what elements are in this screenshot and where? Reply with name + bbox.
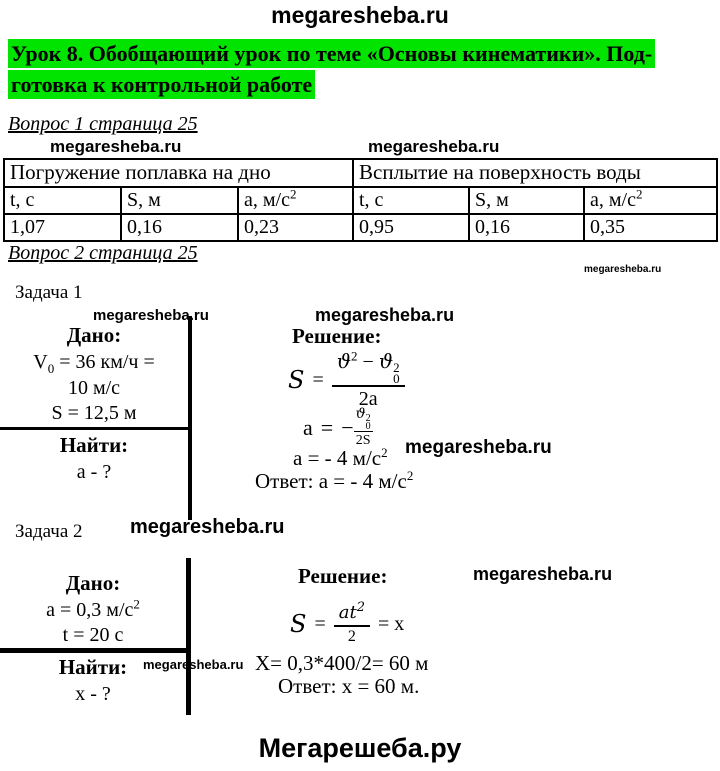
theta-sub-sup <box>366 414 371 430</box>
task1-solution-title: Решение: <box>292 324 382 348</box>
column-header-cell <box>4 187 121 214</box>
group-header-surfacing: Всплытие на поверхность воды <box>353 159 717 187</box>
watermark-task2-label: megaresheba.ru <box>130 516 285 538</box>
task1-find-title: Найти: <box>59 433 129 457</box>
result-text: a = - 4 м/с <box>293 446 382 470</box>
velocity-symbol: V <box>33 351 48 373</box>
column-header-label: t, с <box>10 188 35 211</box>
watermark-task1-given: megaresheba.ru <box>93 307 209 324</box>
value-cell: 0,35 <box>584 214 717 241</box>
minus-sign: − <box>341 414 354 440</box>
task1-divider-rule <box>0 427 188 430</box>
formula-lhs: S <box>290 610 307 638</box>
task1-find-value: a - ? <box>76 461 112 483</box>
table-column-header-row <box>4 187 717 214</box>
result-sup: 2 <box>381 445 388 460</box>
column-header-label: S, м <box>127 188 161 211</box>
task1-label: Задача 1 <box>15 282 83 303</box>
fraction-numerator <box>332 349 405 387</box>
equals-sign: = <box>320 414 334 440</box>
task2-label: Задача 2 <box>15 521 83 542</box>
fraction <box>334 602 370 646</box>
watermark-task2-solution: megaresheba.ru <box>473 564 613 584</box>
theta-exponent: 2 <box>365 413 371 424</box>
column-header-label: а, м/с <box>590 188 636 211</box>
column-header-cell <box>584 187 717 214</box>
fraction-denominator: 2 <box>347 628 356 645</box>
velocity-subscript: 0 <box>47 361 55 376</box>
column-header-cell <box>238 187 353 214</box>
theta-subscript: 0 <box>365 421 371 432</box>
task2-calc-line: X= 0,3*400/2= 60 м <box>255 651 429 675</box>
velocity-value: = 36 км/ч = <box>54 351 155 373</box>
theta-exponent: 2 <box>351 348 358 364</box>
lesson-title <box>8 39 655 99</box>
column-header-label: S, м <box>475 188 509 211</box>
equals-sign: = <box>312 368 324 391</box>
watermark-task2-find: megaresheba.ru <box>143 657 244 672</box>
footer-site-title: Мегарешеба.ру <box>258 733 462 763</box>
task2-given-line1 <box>0 597 186 623</box>
theta-symbol: ϑ <box>355 406 366 422</box>
fraction-numerator <box>334 602 370 627</box>
table-group-header-row <box>4 159 717 187</box>
task2-formula-s <box>290 602 404 646</box>
lesson-title-row1 <box>8 39 655 68</box>
theta-subscript: 0 <box>393 371 400 386</box>
theta-exponent: 2 <box>393 360 400 375</box>
value-cell: 0,16 <box>121 214 238 241</box>
watermark-table-left: megaresheba.ru <box>50 137 182 156</box>
column-header-cell <box>469 187 584 214</box>
column-header-label: а, м/с <box>244 188 290 211</box>
formula-rhs: = x <box>377 612 405 635</box>
column-header-sup: 2 <box>635 187 643 201</box>
question-1-heading: Вопрос 1 страница 25 <box>8 113 198 135</box>
fraction-denominator: 2a <box>358 388 378 410</box>
task1-given-line1 <box>0 349 188 375</box>
group-header-sinking: Погружение поплавка на дно <box>4 159 353 187</box>
value-cell: 0,95 <box>353 214 469 241</box>
value-cell: 0,23 <box>238 214 353 241</box>
lesson-title-line2: готовка к контрольной работе <box>8 70 315 99</box>
table-value-row <box>4 214 717 241</box>
task2-given-title: Дано: <box>65 571 121 595</box>
task1-result-line <box>293 446 388 471</box>
minus-sign: − <box>357 351 379 373</box>
numerator-sup: 2 <box>356 600 365 615</box>
task1-given-title: Дано: <box>66 323 122 347</box>
equals-sign: = <box>314 612 326 635</box>
task2-answer-line: Ответ: x = 60 м. <box>278 674 420 698</box>
watermark-task1-solution: megaresheba.ru <box>315 305 455 325</box>
column-header-label: t, с <box>359 188 384 211</box>
column-header-sup: 2 <box>289 187 297 201</box>
task2-given-line2: t = 20 с <box>62 624 124 646</box>
task1-formula-a <box>303 406 373 449</box>
task1-given-box <box>0 316 192 520</box>
fraction <box>332 349 405 411</box>
acceleration-value: a = 0,3 м/с <box>46 599 134 621</box>
task1-given-line3: S = 12,5 м <box>51 402 137 424</box>
watermark-tiny: megaresheba.ru <box>584 264 662 275</box>
value-cell: 0,16 <box>469 214 584 241</box>
value-cell: 1,07 <box>4 214 121 241</box>
answer-text: Ответ: a = - 4 м/с <box>255 469 407 493</box>
watermark-task1-mid: megaresheba.ru <box>405 437 552 458</box>
task1-formula-s <box>288 349 405 411</box>
kinematics-table <box>3 158 718 242</box>
numerator-text: at <box>338 602 357 623</box>
theta-symbol: ϑ <box>378 349 394 373</box>
task2-solution-title: Решение: <box>298 564 388 588</box>
theta-symbol: ϑ <box>336 349 352 373</box>
task2-given-box <box>0 558 191 715</box>
question-2-heading: Вопрос 2 страница 25 <box>8 242 198 264</box>
fraction-denominator: 2S <box>355 433 371 448</box>
formula-lhs: a <box>303 414 313 440</box>
acceleration-sup: 2 <box>133 596 140 612</box>
lesson-title-row2 <box>8 70 655 99</box>
theta-sub-sup <box>393 360 400 386</box>
task2-find-title: Найти: <box>58 655 128 679</box>
watermark-table-right: megaresheba.ru <box>368 137 500 156</box>
column-header-cell <box>121 187 238 214</box>
formula-lhs: S <box>288 366 305 394</box>
fraction-numerator <box>354 406 373 432</box>
lesson-title-line1: Урок 8. Обобщающий урок по теме «Основы кинематики». Под- <box>8 39 655 68</box>
fraction <box>354 406 373 449</box>
answer-sup: 2 <box>406 468 414 483</box>
task1-answer-line <box>255 469 413 494</box>
site-header-watermark: megaresheba.ru <box>271 2 449 28</box>
task2-find-value: x - ? <box>75 683 111 705</box>
task1-given-line2: 10 м/с <box>67 377 121 399</box>
column-header-cell <box>353 187 469 214</box>
